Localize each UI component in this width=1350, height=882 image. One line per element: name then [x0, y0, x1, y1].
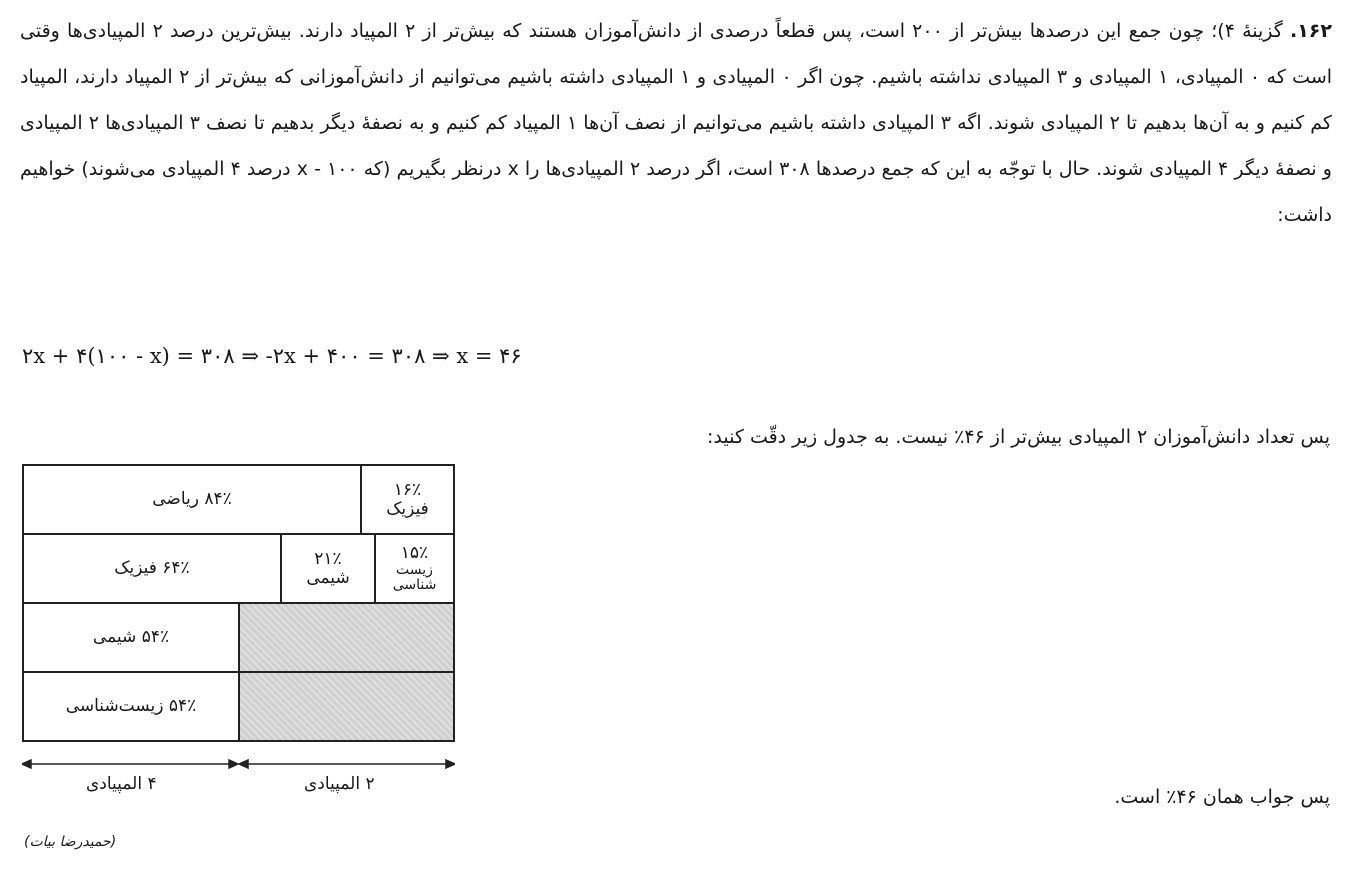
solution-text: گزینهٔ ۴)؛ چون جمع این درصدها بیش‌تر از ۲۰۰ است، پس قطعاً درصدی از دانش‌آموزان هستند که بیش‌تر از ۲ المپیاد دارند. بیش‌ترین درصد ۲ المپیادی‌ها وقتی است که ۰ المپیادی، ۱ المپیادی و ۳ المپیادی نداشته باشیم. چون اگر ۰ المپیادی و ۱ المپیادی داشته باشیم می‌توانیم از دانش‌آموزانی که بیش‌تر از ۲ المپیاد دارند، المپیاد کم کنیم و به آن‌ها بدهیم تا ۲ المپیادی شوند. اگه ۳ المپیادی داشته باشیم می‌توانیم از نصف آن‌ها ۱ المپیاد کم کنیم و به نصفهٔ دیگر بدهیم تا نصف ۳ المپیادی‌ها ۲ المپیادی و نصفهٔ دیگر ۴ المپیادی شوند. حال با توجّه به این که جمع درصدها ۳۰۸ است، اگر درصد ۲ المپیادی‌ها را x درنظر بگیریم (که x - ۱۰۰ درصد ۴ المپیادی می‌شوند) خواهیم داشت: [20, 20, 1333, 226]
arrow-head-mid-left [229, 760, 238, 768]
cell-biology-text: ۵۴٪ زیست‌شناسی [65, 696, 197, 716]
solution-paragraph [20, 8, 1332, 238]
question-number: ۱۶۲. [1289, 20, 1332, 42]
cell-physics [22, 533, 282, 604]
range-arrows [22, 756, 455, 772]
cell-chemistry-text: ۵۴٪ شیمی [92, 627, 170, 647]
cell-math-text: ۸۴٪ ریاضی [152, 489, 232, 509]
two-olympiad-label: ۲ المپیادی [304, 774, 375, 794]
arrow-head-left [22, 760, 31, 768]
arrow-head-mid-right [239, 760, 248, 768]
cell-physics-small-pct: ۱۶٪ [393, 479, 422, 500]
shaded-cell [238, 602, 455, 673]
cell-chemistry [22, 602, 240, 673]
cell-physics-small [360, 464, 455, 535]
cell-chem-small-pct: ۲۱٪ [314, 548, 342, 569]
conclusion-line: پس تعداد دانش‌آموزان ۲ المپیادی بیش‌تر از ۴۶٪ نیست. به جدول زیر دقّت کنید: [707, 426, 1330, 448]
cell-physics-text: ۶۴٪ فیزیک [114, 558, 190, 578]
author-credit: (حمیدرضا بیات) [24, 834, 117, 850]
shaded-cell [238, 671, 455, 742]
cell-math [22, 464, 362, 535]
equation: ۲x + ۴(۱۰۰ - x) = ۳۰۸ ⇒ -۲x + ۴۰۰ = ۳۰۸ ⇒ x = ۴۶ [22, 344, 522, 368]
cell-chem-small [280, 533, 376, 604]
cell-bio-small [374, 533, 455, 604]
olympiad-table [22, 464, 455, 742]
cell-bio-small-pct: ۱۵٪ [400, 543, 429, 563]
four-olympiad-label: ۴ المپیادی [86, 774, 157, 794]
arrow-head-right [446, 760, 455, 768]
final-answer: پس جواب همان ۴۶٪ است. [1114, 786, 1330, 808]
cell-physics-small-label: فیزیک [386, 498, 429, 519]
cell-chem-small-label: شیمی [306, 567, 350, 588]
cell-bio-small-label: زیست شناسی [392, 562, 437, 593]
cell-biology [22, 671, 240, 742]
